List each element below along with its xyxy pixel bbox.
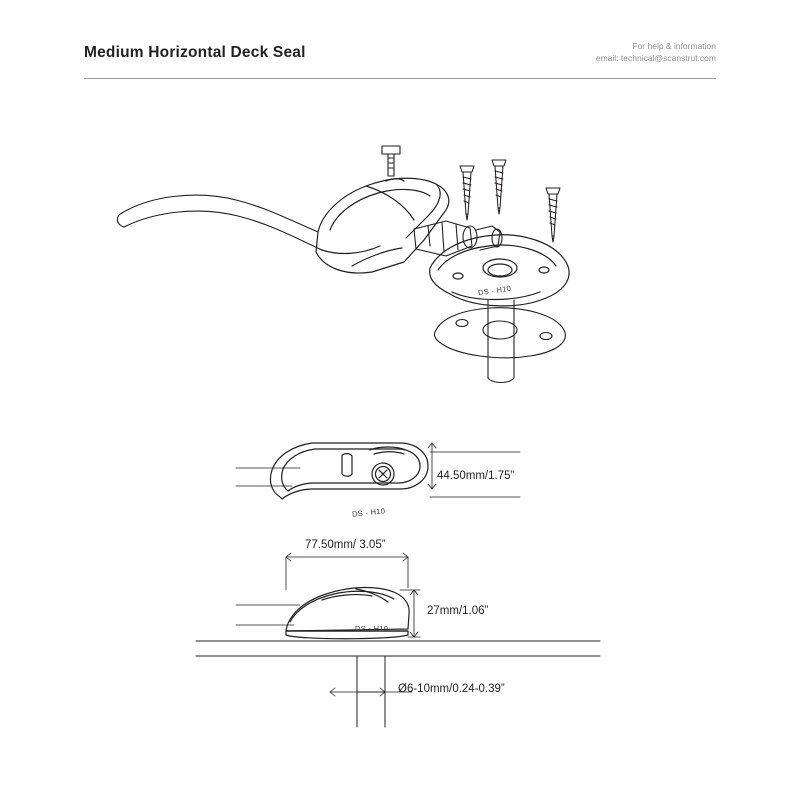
cable-stub <box>488 300 514 383</box>
dim-width-top <box>428 443 436 489</box>
help-line-1: For help & information <box>632 41 716 51</box>
dim-label-length-side: 77.50mm/ 3.05” <box>305 539 386 551</box>
cable <box>117 195 322 250</box>
deck-hole <box>357 656 385 727</box>
part-code-exploded: DS - H10 <box>477 283 512 298</box>
dim-length-side <box>286 553 408 590</box>
page-title: Medium Horizontal Deck Seal <box>84 44 306 61</box>
screw-2 <box>492 160 506 214</box>
deck-line <box>196 641 600 656</box>
screw-1 <box>460 166 474 220</box>
top-screw <box>382 146 400 176</box>
part-code-side-view: DS - H10 <box>355 624 389 633</box>
cable-gland <box>414 221 502 256</box>
mounting-gasket <box>434 308 565 358</box>
part-code-top-view: DS - H10 <box>351 506 386 519</box>
top-view <box>270 443 428 499</box>
base-plate-upper <box>430 235 569 306</box>
screw-3 <box>546 188 560 242</box>
dim-label-hole-diameter: Ø6-10mm/0.24-0.39” <box>398 683 505 695</box>
side-view <box>286 587 409 638</box>
dim-label-width-top: 44.50mm/1.75” <box>437 470 515 482</box>
help-line-2: email: technical@scanstrut.com <box>595 53 716 63</box>
dim-label-height-side: 27mm/1.06” <box>427 605 489 617</box>
